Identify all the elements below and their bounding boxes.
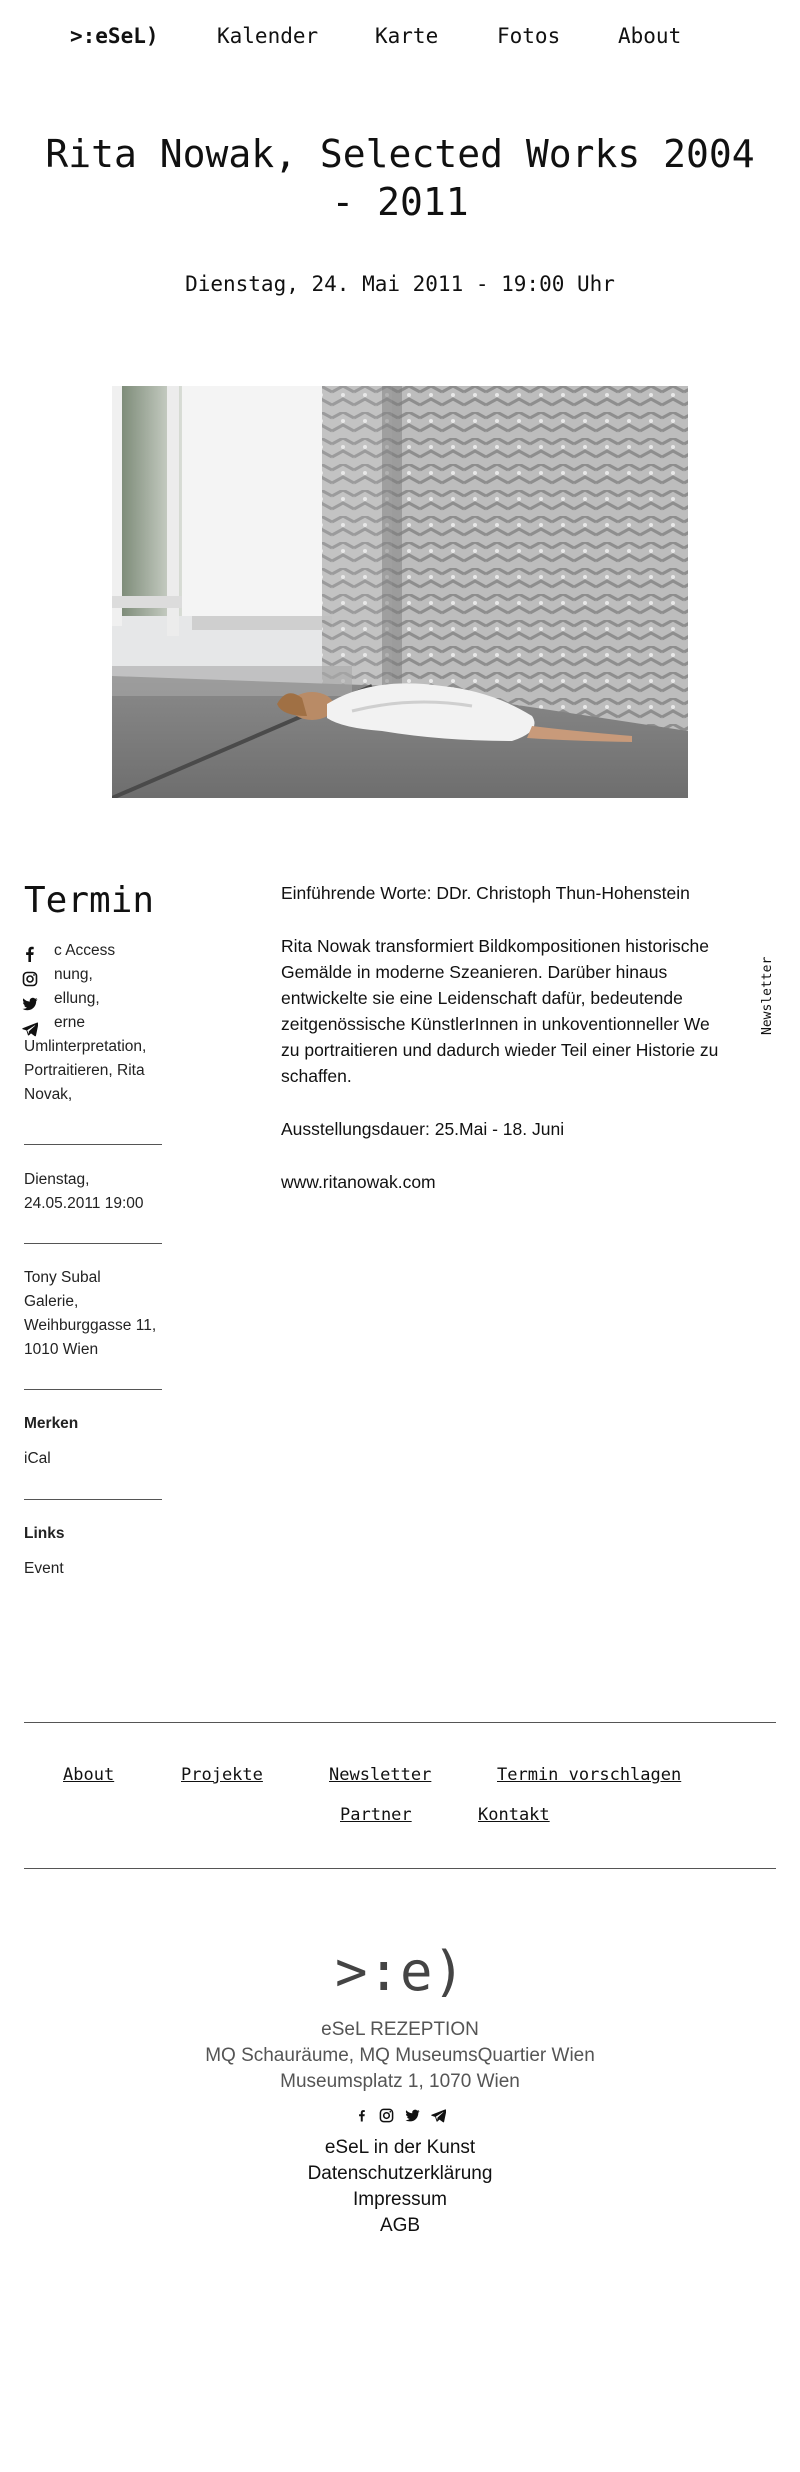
footer-link-impressum[interactable]: Impressum — [353, 2189, 447, 2210]
twitter-icon[interactable] — [405, 2108, 420, 2123]
duration-text: Ausstellungsdauer: 25.Mai - 18. Juni — [281, 1119, 565, 1139]
ical-link[interactable]: iCal — [24, 1450, 51, 1467]
newsletter-tab-label: Newsletter — [760, 956, 775, 1035]
sidebar-divider — [24, 1144, 162, 1145]
footer-link-partner[interactable]: Partner — [340, 1805, 412, 1825]
address-line: Museumsplatz 1, 1070 Wien — [280, 2071, 520, 2092]
tag-line: Umlinterpretation, — [24, 1038, 147, 1055]
body-text: Rita Nowak transformiert Bildkompositionen historische Gemälde in moderne Szeanieren. Darüber hinaus entwickelte sie eine Leidenschaft dafür, bedeutende zeitgenössische KünstlerInnen in unkoventionneller We zu portraitieren und dadurch wieder Teil einer Historie zu schaffen. — [281, 936, 719, 1086]
event-link[interactable]: Event — [24, 1560, 64, 1577]
footer-link-datenschutz[interactable]: Datenschutzerklärung — [307, 2163, 493, 2184]
sidebar-tags — [24, 939, 162, 1107]
event-date: Dienstag, 24. Mai 2011 - 19:00 Uhr — [185, 272, 615, 296]
sidebar-heading: Termin — [24, 880, 155, 921]
location-line: 1010 Wien — [24, 1341, 99, 1358]
footer-link-esel-kunst[interactable]: eSeL in der Kunst — [324, 2137, 476, 2158]
instagram-icon[interactable] — [379, 2108, 394, 2123]
tag-line: Portraitieren, Rita — [24, 1062, 145, 1079]
nav-fotos[interactable]: Fotos — [497, 24, 561, 48]
footer-link-termin-vorschlagen[interactable]: Termin vorschlagen — [497, 1765, 682, 1785]
links-label: Links — [24, 1525, 65, 1542]
page-title: Rita Nowak, Selected Works 2004 - 2011 — [45, 132, 755, 224]
tag-line: ellung, — [54, 990, 100, 1007]
sidebar-divider — [24, 1499, 162, 1500]
location-line: Tony Subal — [24, 1269, 101, 1286]
event-photo — [112, 386, 688, 798]
footer-link-kontakt[interactable]: Kontakt — [478, 1805, 550, 1825]
date-line: 24.05.2011 19:00 — [24, 1195, 144, 1212]
tag-line: nung, — [54, 966, 93, 983]
footer-logo[interactable]: >:e) — [334, 1940, 466, 2003]
footer-divider — [24, 1722, 776, 1723]
newsletter-tab[interactable] — [758, 950, 780, 1040]
date-line: Dienstag, — [24, 1171, 90, 1188]
tag-line: erne — [54, 1014, 86, 1031]
sidebar-divider — [24, 1389, 162, 1390]
event-description — [281, 880, 761, 1222]
telegram-icon[interactable] — [431, 2108, 446, 2123]
location-line: Weihburggasse 11, — [24, 1317, 157, 1334]
footer-divider — [24, 1868, 776, 1869]
sidebar-location — [24, 1266, 162, 1362]
footer-link-about[interactable]: About — [63, 1765, 115, 1785]
merken-label: Merken — [24, 1415, 79, 1432]
sidebar-datetime — [24, 1168, 162, 1216]
address-line: eSeL REZEPTION — [321, 2019, 479, 2040]
sidebar-links — [24, 1522, 162, 1581]
site-logo[interactable]: >:eSeL) — [70, 24, 159, 48]
website-link[interactable]: www.ritanowak.com — [281, 1172, 436, 1192]
tag-line: c Access — [54, 942, 116, 959]
footer-link-newsletter[interactable]: Newsletter — [329, 1765, 432, 1785]
footer-social-bar — [356, 2108, 446, 2123]
nav-karte[interactable]: Karte — [375, 24, 439, 48]
address-line: MQ Schauräume, MQ MuseumsQuartier Wien — [205, 2045, 595, 2066]
footer-link-agb[interactable]: AGB — [379, 2215, 421, 2236]
sidebar-divider — [24, 1243, 162, 1244]
intro-text: Einführende Worte: DDr. Christoph Thun-Hohenstein — [281, 883, 690, 903]
tag-line: Novak, — [24, 1086, 73, 1103]
sidebar-merken — [24, 1412, 162, 1471]
location-line: Galerie, — [24, 1293, 79, 1310]
footer-link-projekte[interactable]: Projekte — [181, 1765, 263, 1785]
nav-kalender[interactable]: Kalender — [217, 24, 319, 48]
nav-about[interactable]: About — [618, 24, 682, 48]
facebook-icon[interactable] — [356, 2108, 368, 2123]
